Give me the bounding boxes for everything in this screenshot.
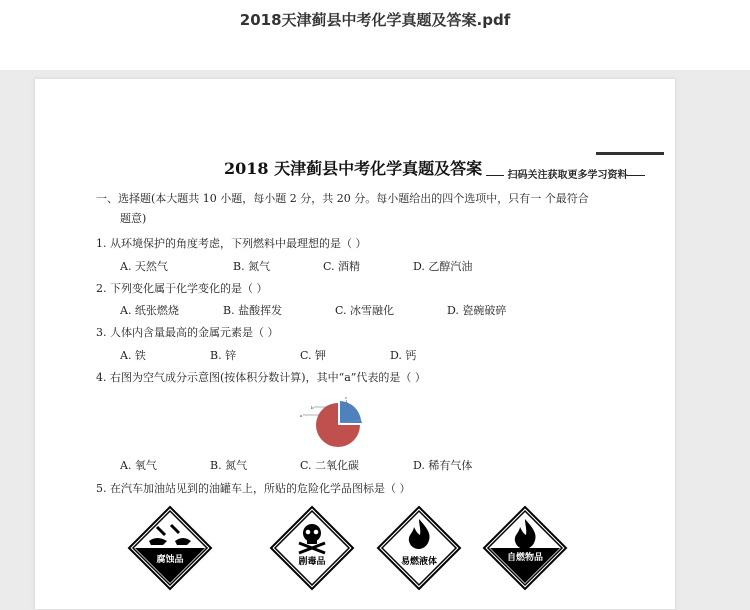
- q3-option-b: B. 锌: [210, 349, 237, 362]
- section-heading: 一、选择题(本大题共 10 小题，每小题 2 分，共 20 分。每小题给出的四个选项中，只有一 个最符合: [96, 192, 589, 205]
- q3-option-c: C. 钾: [300, 349, 327, 362]
- question-5: 5. 在汽车加油站见到的油罐车上，所贴的危险化学品图标是（ ）: [96, 482, 411, 495]
- q2-option-d: D. 瓷碗破碎: [447, 304, 507, 317]
- question-4: 4. 右图为空气成分示意图(按体积分数计算)，其中“a”代表的是（ ）: [96, 371, 426, 384]
- flammable-liquid-hazard-sign: [376, 505, 462, 591]
- toxic-hazard-sign: [269, 505, 355, 591]
- q2-option-a: A. 纸张燃烧: [120, 304, 179, 317]
- q1-option-c: C. 酒精: [323, 260, 361, 273]
- scan-qr-note: 扫码关注获取更多学习资料: [486, 166, 645, 181]
- question-1: 1. 从环境保护的角度考虑，下列燃料中最理想的是（ ）: [96, 237, 367, 250]
- hazard-label-toxic: 剧毒品: [298, 557, 326, 567]
- q3-option-a: A. 铁: [120, 349, 146, 362]
- paper-title: 2018 天津蓟县中考化学真题及答案: [224, 159, 483, 178]
- q4-option-c: C. 二氧化碳: [300, 459, 360, 472]
- corrosive-hazard-sign: [127, 505, 213, 591]
- pie-label-a: a: [300, 413, 303, 418]
- section-heading-cont: 题意): [120, 212, 147, 225]
- hazard-label-corrosive: 腐蚀品: [156, 555, 184, 565]
- viewer-header: [0, 0, 750, 70]
- q3-option-d: D. 钙: [390, 349, 417, 362]
- q4-option-b: B. 氮气: [210, 459, 248, 472]
- q1-option-a: A. 天然气: [120, 260, 168, 273]
- question-2: 2. 下列变化属于化学变化的是（ ）: [96, 282, 268, 295]
- hazard-label-flammable-liquid: 易燃液体: [400, 557, 438, 567]
- hazard-label-spontaneous-combustion: 自燃物品: [506, 553, 544, 563]
- cropped-header-fragment: [596, 152, 664, 155]
- pie-label-c: c: [345, 395, 348, 400]
- q2-option-b: B. 盐酸挥发: [223, 304, 283, 317]
- q1-option-b: B. 氮气: [233, 260, 271, 273]
- q4-option-a: A. 氧气: [120, 459, 157, 472]
- document-title: 2018天津蓟县中考化学真题及答案.pdf: [239, 11, 511, 29]
- question-3: 3. 人体内含量最高的金属元素是（ ）: [96, 326, 279, 339]
- q1-option-d: D. 乙醇汽油: [413, 260, 473, 273]
- pie-slice-b: [340, 401, 361, 423]
- spontaneous-combustion-hazard-sign: [482, 505, 568, 591]
- q2-option-c: C. 冰雪融化: [335, 304, 395, 317]
- pie-label-b: b: [311, 405, 314, 410]
- air-composition-pie-figure: [300, 395, 364, 451]
- q4-option-d: D. 稀有气体: [413, 459, 473, 472]
